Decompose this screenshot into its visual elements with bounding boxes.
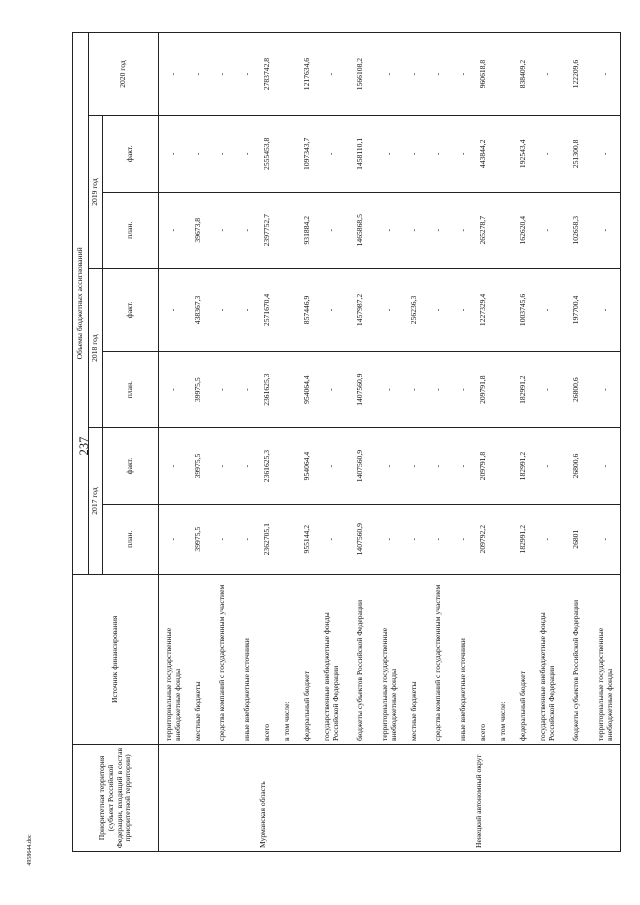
- value-cell: 857446,9: [297, 268, 317, 351]
- value-cell: -: [237, 116, 257, 192]
- table-row: [297, 33, 317, 852]
- value-cell: 251300,8: [562, 116, 591, 192]
- territory-cell: [533, 745, 562, 852]
- territory-cell: [493, 745, 513, 852]
- value-cell: -: [237, 268, 257, 351]
- table-row: [473, 33, 493, 852]
- header-plan-2018: план.: [103, 351, 159, 427]
- value-cell: -: [159, 192, 189, 268]
- value-cell: -: [375, 504, 404, 574]
- value-cell: -: [591, 428, 621, 504]
- value-cell: -: [533, 268, 562, 351]
- value-cell: -: [208, 33, 237, 116]
- territory-cell: [188, 745, 208, 852]
- value-cell: 162620,4: [513, 192, 533, 268]
- value-cell: 1457987,2: [346, 268, 375, 351]
- value-cell: -: [237, 33, 257, 116]
- source-cell: средства компаний с государственным участием: [424, 574, 453, 744]
- value-cell: 1407560,9: [346, 351, 375, 427]
- value-cell: -: [591, 268, 621, 351]
- table-row: [375, 33, 404, 852]
- value-cell: -: [208, 268, 237, 351]
- value-cell: [277, 192, 297, 268]
- value-cell: -: [237, 428, 257, 504]
- table-row: [562, 33, 591, 852]
- value-cell: -: [424, 428, 453, 504]
- value-cell: 2361625,3: [257, 428, 277, 504]
- table-row: [493, 33, 513, 852]
- table-row: [346, 33, 375, 852]
- source-cell: территориальные государственные внебюджетные фонды: [591, 574, 621, 744]
- value-cell: -: [375, 116, 404, 192]
- value-cell: -: [404, 428, 424, 504]
- value-cell: -: [208, 428, 237, 504]
- territory-cell: [562, 745, 591, 852]
- value-cell: -: [453, 351, 473, 427]
- value-cell: -: [208, 116, 237, 192]
- value-cell: 26800,6: [562, 351, 591, 427]
- table-row: [424, 33, 453, 852]
- territory-cell: Мурманская область: [257, 745, 277, 852]
- territory-cell: [375, 745, 404, 852]
- value-cell: 197700,4: [562, 268, 591, 351]
- value-cell: 39975,5: [188, 428, 208, 504]
- value-cell: 1227329,4: [473, 268, 493, 351]
- value-cell: 2361625,3: [257, 351, 277, 427]
- header-source: Источник финансирования: [73, 574, 159, 744]
- value-cell: 1566108,2: [346, 33, 375, 116]
- territory-cell: [317, 745, 346, 852]
- value-cell: 2783742,8: [257, 33, 277, 116]
- table-row: [237, 33, 257, 852]
- value-cell: -: [453, 192, 473, 268]
- table-row: [257, 33, 277, 852]
- source-cell: федеральный бюджет: [513, 574, 533, 744]
- value-cell: -: [188, 33, 208, 116]
- value-cell: -: [453, 428, 473, 504]
- value-cell: -: [317, 268, 346, 351]
- header-year-2017: 2017 год: [89, 428, 103, 574]
- value-cell: 954064,4: [297, 428, 317, 504]
- value-cell: -: [404, 116, 424, 192]
- value-cell: 931884,2: [297, 192, 317, 268]
- value-cell: 265278,7: [473, 192, 493, 268]
- value-cell: 1407560,9: [346, 504, 375, 574]
- value-cell: -: [317, 504, 346, 574]
- territory-cell: [453, 745, 473, 852]
- table-header: [73, 33, 159, 852]
- territory-cell: Ненецкий автономный округ: [473, 745, 493, 852]
- value-cell: -: [424, 504, 453, 574]
- value-cell: 2362705,1: [257, 504, 277, 574]
- value-cell: -: [159, 504, 189, 574]
- table-row: [533, 33, 562, 852]
- value-cell: -: [317, 192, 346, 268]
- table-row: [317, 33, 346, 852]
- value-cell: -: [453, 116, 473, 192]
- value-cell: -: [453, 268, 473, 351]
- value-cell: -: [237, 192, 257, 268]
- value-cell: -: [375, 33, 404, 116]
- value-cell: -: [424, 116, 453, 192]
- value-cell: [277, 116, 297, 192]
- value-cell: -: [375, 268, 404, 351]
- territory-cell: [424, 745, 453, 852]
- source-cell: иные внебюджетные источники: [237, 574, 257, 744]
- value-cell: -: [159, 116, 189, 192]
- header-fact-2018: факт.: [103, 268, 159, 351]
- value-cell: 209791,8: [473, 351, 493, 427]
- value-cell: 838409,2: [513, 33, 533, 116]
- value-cell: -: [533, 504, 562, 574]
- value-cell: 102658,3: [562, 192, 591, 268]
- table-body: [159, 33, 621, 852]
- value-cell: -: [404, 192, 424, 268]
- table-row: [513, 33, 533, 852]
- value-cell: -: [237, 504, 257, 574]
- value-cell: 2555453,8: [257, 116, 277, 192]
- source-cell: в том числе:: [493, 574, 513, 744]
- table-row: [591, 33, 621, 852]
- table-row: [208, 33, 237, 852]
- value-cell: 39673,8: [188, 192, 208, 268]
- value-cell: -: [159, 428, 189, 504]
- value-cell: 443844,2: [473, 116, 493, 192]
- source-cell: в том числе:: [277, 574, 297, 744]
- source-cell: всего: [473, 574, 493, 744]
- source-cell: местные бюджеты: [188, 574, 208, 744]
- territory-cell: [591, 745, 621, 852]
- value-cell: -: [424, 192, 453, 268]
- value-cell: -: [404, 351, 424, 427]
- territory-cell: [237, 745, 257, 852]
- value-cell: 1407560,9: [346, 428, 375, 504]
- value-cell: -: [424, 268, 453, 351]
- value-cell: 26801: [562, 504, 591, 574]
- table-row: [404, 33, 424, 852]
- source-cell: иные внебюджетные источники: [453, 574, 473, 744]
- document-filename: 4958644.doc: [27, 834, 33, 866]
- value-cell: -: [591, 116, 621, 192]
- header-territory: Приоритетная территория (субъект Российской Федерации, входящий в состав приоритетной территории): [73, 745, 159, 852]
- value-cell: 1465868,5: [346, 192, 375, 268]
- header-year-2019: 2019 год: [89, 116, 103, 269]
- value-cell: -: [317, 428, 346, 504]
- value-cell: 39975,5: [188, 351, 208, 427]
- table-row: [159, 33, 189, 852]
- territory-cell: [297, 745, 317, 852]
- value-cell: 182991,2: [513, 428, 533, 504]
- value-cell: [277, 268, 297, 351]
- value-cell: -: [591, 192, 621, 268]
- budget-table-canvas: [72, 32, 614, 852]
- value-cell: 39975,5: [188, 504, 208, 574]
- value-cell: 955144,2: [297, 504, 317, 574]
- value-cell: 438367,3: [188, 268, 208, 351]
- source-cell: государственные внебюджетные фонды Российской Федерации: [533, 574, 562, 744]
- value-cell: [277, 504, 297, 574]
- value-cell: -: [375, 428, 404, 504]
- value-cell: -: [424, 351, 453, 427]
- source-cell: территориальные государственные внебюджетные фонды: [159, 574, 189, 744]
- value-cell: -: [453, 504, 473, 574]
- value-cell: -: [159, 268, 189, 351]
- value-cell: 2397752,7: [257, 192, 277, 268]
- value-cell: 954064,4: [297, 351, 317, 427]
- source-cell: бюджеты субъектов Российской Федерации: [562, 574, 591, 744]
- value-cell: -: [208, 351, 237, 427]
- value-cell: -: [375, 192, 404, 268]
- source-cell: государственные внебюджетные фонды Российской Федерации: [317, 574, 346, 744]
- value-cell: -: [591, 33, 621, 116]
- value-cell: -: [208, 192, 237, 268]
- value-cell: -: [453, 33, 473, 116]
- value-cell: 1003745,6: [513, 268, 533, 351]
- source-cell: федеральный бюджет: [297, 574, 317, 744]
- value-cell: -: [533, 116, 562, 192]
- territory-cell: [346, 745, 375, 852]
- header-fact-2019: факт.: [103, 116, 159, 192]
- value-cell: 182991,2: [513, 351, 533, 427]
- value-cell: -: [159, 351, 189, 427]
- header-year-2020: 2020 год: [89, 33, 159, 116]
- value-cell: -: [159, 33, 189, 116]
- value-cell: -: [375, 351, 404, 427]
- header-fact-2017: факт.: [103, 428, 159, 504]
- value-cell: 122209,6: [562, 33, 591, 116]
- value-cell: [493, 504, 513, 574]
- value-cell: [493, 428, 513, 504]
- value-cell: [493, 351, 513, 427]
- value-cell: [493, 116, 513, 192]
- header-plan-2019: план.: [103, 192, 159, 268]
- value-cell: -: [188, 116, 208, 192]
- value-cell: 182991,2: [513, 504, 533, 574]
- value-cell: -: [533, 33, 562, 116]
- value-cell: [277, 351, 297, 427]
- territory-cell: [404, 745, 424, 852]
- value-cell: 26800,6: [562, 428, 591, 504]
- value-cell: -: [591, 504, 621, 574]
- value-cell: 1217634,6: [297, 33, 317, 116]
- source-cell: территориальные государственные внебюджетные фонды: [375, 574, 404, 744]
- value-cell: -: [533, 351, 562, 427]
- budget-allocation-table: [72, 32, 621, 852]
- value-cell: -: [591, 351, 621, 427]
- value-cell: [277, 428, 297, 504]
- value-cell: 2571670,4: [257, 268, 277, 351]
- territory-cell: [513, 745, 533, 852]
- value-cell: -: [533, 192, 562, 268]
- value-cell: 192543,4: [513, 116, 533, 192]
- value-cell: -: [404, 33, 424, 116]
- territory-cell: [159, 745, 189, 852]
- value-cell: -: [533, 428, 562, 504]
- value-cell: 209792,2: [473, 504, 493, 574]
- value-cell: -: [237, 351, 257, 427]
- territory-cell: [277, 745, 297, 852]
- source-cell: бюджеты субъектов Российской Федерации: [346, 574, 375, 744]
- header-volumes: Объемы бюджетных ассигнований: [73, 33, 89, 575]
- source-cell: местные бюджеты: [404, 574, 424, 744]
- value-cell: 1097343,7: [297, 116, 317, 192]
- source-cell: всего: [257, 574, 277, 744]
- value-cell: [493, 33, 513, 116]
- value-cell: -: [317, 116, 346, 192]
- value-cell: [493, 268, 513, 351]
- value-cell: 1458110,1: [346, 116, 375, 192]
- header-year-2018: 2018 год: [89, 268, 103, 427]
- table-row: [277, 33, 297, 852]
- value-cell: 256236,3: [404, 268, 424, 351]
- value-cell: -: [317, 351, 346, 427]
- table-row: [453, 33, 473, 852]
- header-plan-2017: план.: [103, 504, 159, 574]
- source-cell: средства компаний с государственным участием: [208, 574, 237, 744]
- value-cell: -: [208, 504, 237, 574]
- value-cell: -: [424, 33, 453, 116]
- value-cell: [277, 33, 297, 116]
- value-cell: 960618,8: [473, 33, 493, 116]
- value-cell: -: [317, 33, 346, 116]
- territory-cell: [208, 745, 237, 852]
- table-row: [188, 33, 208, 852]
- value-cell: 209791,8: [473, 428, 493, 504]
- page-number: 237: [77, 436, 91, 456]
- value-cell: [493, 192, 513, 268]
- value-cell: -: [404, 504, 424, 574]
